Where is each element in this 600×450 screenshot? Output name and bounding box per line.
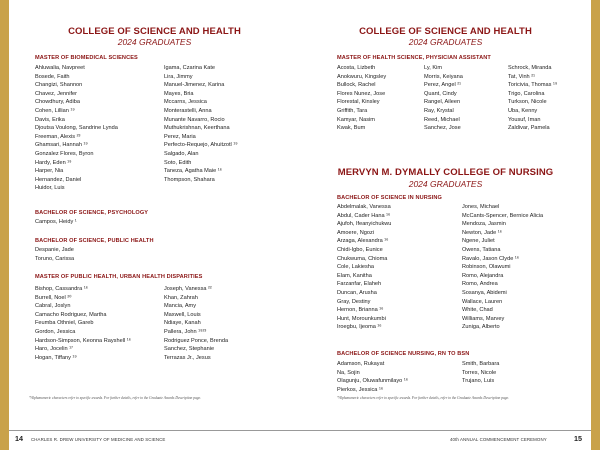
graduate-name: Elam, Kanitha bbox=[337, 272, 372, 279]
rn-bsn-col-1 bbox=[337, 360, 408, 394]
graduate-name: Joseph, Vanessa ²² bbox=[164, 286, 212, 292]
graduate-name: Ravalo, Jason Clyde ¹⁶ bbox=[462, 255, 520, 262]
graduate-name: Wallace, Lauren bbox=[462, 298, 503, 305]
bsn-col-1 bbox=[337, 203, 391, 332]
graduate-name: Acosta, Lizbeth bbox=[337, 65, 376, 71]
graduate-name: Pierkos, Jessica ¹⁶ bbox=[337, 386, 384, 393]
graduate-name: Romo, Alejandra bbox=[462, 272, 504, 279]
graduate-name: Monterastelli, Anna bbox=[164, 107, 212, 114]
graduate-name: Gray, Destiny bbox=[337, 298, 371, 305]
graduate-name: Anokwuru, Kingsley bbox=[337, 73, 387, 80]
biomedical-col-2 bbox=[164, 64, 238, 184]
graduate-name: Kwak, Bum bbox=[337, 125, 366, 132]
graduate-name: Perez, Maria bbox=[164, 133, 196, 140]
graduate-name: Torres, Nicole bbox=[462, 369, 497, 376]
graduate-name: Robinson, Olawumi bbox=[462, 264, 511, 271]
graduate-name: Toricivia, Thomas ¹⁹ bbox=[508, 82, 558, 89]
section-title-psychology: BACHELOR OF SCIENCE, PSYCHOLOGY bbox=[35, 210, 149, 216]
graduate-name: Despanie, Jade bbox=[35, 247, 74, 253]
left-page bbox=[9, 0, 300, 450]
graduate-name: Campos, Heidy ¹ bbox=[35, 219, 77, 225]
graduate-name: Ngene, Juliet bbox=[462, 238, 495, 245]
section-title-physician-assistant: MASTER OF HEALTH SCIENCE, PHYSICIAN ASSISTANT bbox=[337, 55, 491, 61]
graduate-name: Chavez, Jennifer bbox=[35, 90, 77, 97]
graduate-name: Sanchez, Stephanie bbox=[164, 346, 215, 353]
graduate-name: Griffith, Tara bbox=[337, 107, 368, 114]
graduate-name: Perez, Angel ²¹ bbox=[424, 82, 461, 89]
graduate-name: Khan, Zahrah bbox=[164, 294, 198, 301]
graduate-name: Huidor, Luis bbox=[35, 185, 65, 192]
footer-label: CHARLES R. DREW UNIVERSITY OF MEDICINE AND SCIENCE bbox=[31, 437, 166, 442]
psychology-col-1 bbox=[35, 218, 77, 227]
graduate-name: Rodriguez Ponce, Brenda bbox=[164, 337, 229, 344]
graduate-name: Sosanya, Abidemi bbox=[462, 289, 507, 296]
graduates-subtitle: 2024 GRADUATES bbox=[117, 37, 192, 47]
pa-col-2 bbox=[424, 64, 463, 133]
graduate-name: Perfecto-Requejo, Ahuitzotl ¹⁹ bbox=[164, 142, 238, 149]
graduates-subtitle-nursing: 2024 GRADUATES bbox=[408, 179, 483, 189]
graduate-name: Cohen, Lillian ¹⁹ bbox=[35, 107, 75, 114]
graduate-name: Morris, Keiyana bbox=[424, 73, 463, 80]
graduate-name: Changizi, Shannon bbox=[35, 82, 83, 89]
graduate-name: Bishop, Cassandra ¹⁶ bbox=[35, 286, 88, 292]
graduate-name: Hardy, Eden ¹⁹ bbox=[35, 159, 72, 166]
graduate-name: Terrazas Jr., Jesus bbox=[164, 354, 211, 361]
section-title-public-health: BACHELOR OF SCIENCE, PUBLIC HEALTH bbox=[35, 238, 154, 244]
graduate-name: Mccarns, Jessica bbox=[164, 99, 207, 106]
graduate-name: Burrell, Noel ²⁰ bbox=[35, 294, 72, 301]
graduate-name: Uba, Kenny bbox=[508, 107, 538, 114]
footnote: *Alphanumeric characters refer to specific awards. For further details, refer to the Graduate Awards Description page. bbox=[337, 396, 510, 400]
graduate-name: Feumba Othniel, Gareb bbox=[35, 320, 94, 327]
pa-col-3 bbox=[508, 64, 557, 133]
graduate-name: Romo, Andrea bbox=[462, 281, 498, 288]
section-title-mph: MASTER OF PUBLIC HEALTH, URBAN HEALTH DISPARITIES bbox=[35, 274, 203, 280]
graduate-name: Maxwell, Louis bbox=[164, 311, 201, 318]
graduate-name: Tat, Vinh ²¹ bbox=[508, 73, 535, 80]
section-title-biomedical: MASTER OF BIOMEDICAL SCIENCES bbox=[35, 55, 138, 61]
section-title-bsn: BACHELOR OF SCIENCE IN NURSING bbox=[337, 195, 442, 201]
section-title-rn-bsn: BACHELOR OF SCIENCE NURSING, RN TO BSN bbox=[337, 351, 470, 357]
graduate-name: Ajufoh, Ifeanyichukwu bbox=[337, 221, 392, 228]
graduate-name: Bosede, Faith bbox=[35, 73, 70, 80]
school-title: COLLEGE OF SCIENCE AND HEALTH bbox=[68, 26, 241, 37]
graduate-name: Cabral, Joslyn bbox=[35, 303, 71, 310]
graduate-name: Mayes, Bria bbox=[164, 90, 194, 97]
graduate-name: Schrock, Miranda bbox=[508, 65, 552, 71]
graduate-name: Olagunju, Oluwafunmilayo ¹⁶ bbox=[337, 378, 409, 385]
footer-label: 40th ANNUAL COMMENCEMENT CEREMONY bbox=[450, 437, 547, 442]
graduate-name: Soto, Edith bbox=[164, 159, 192, 166]
mph-col-1 bbox=[35, 285, 131, 362]
graduate-name: Mendoza, Jasmin bbox=[462, 221, 506, 228]
graduate-name: Yousuf, Iman bbox=[508, 116, 541, 123]
graduate-name: Hernon, Brianna ¹⁶ bbox=[337, 307, 384, 314]
graduate-name: Ndiaye, Kanah bbox=[164, 320, 201, 327]
graduate-name: Owens, Tatiana bbox=[462, 246, 501, 253]
graduate-name: Ray, Krystal bbox=[424, 107, 454, 114]
graduate-name: Adamson, Rukayat bbox=[337, 361, 385, 367]
graduate-name: White, Chad bbox=[462, 307, 493, 314]
graduate-name: Chukwuma, Chioma bbox=[337, 255, 388, 262]
graduate-name: Freeman, Alexis ²³ bbox=[35, 133, 81, 140]
graduate-name: Na, Sojin bbox=[337, 369, 360, 376]
graduate-name: Camacho Rodriguez, Martha bbox=[35, 311, 107, 318]
footer-rule bbox=[9, 430, 300, 431]
graduate-name: Chowdhury, Adiba bbox=[35, 99, 80, 106]
graduate-name: Haro, Jocelin ¹⁷ bbox=[35, 346, 74, 353]
graduate-name: Abdelmalak, Vanessa bbox=[337, 204, 391, 210]
rn-bsn-col-2 bbox=[462, 360, 499, 386]
page-number: 14 bbox=[15, 434, 23, 443]
graduate-name: Djoutsa Voulong, Sandrine Lynda bbox=[35, 125, 118, 132]
graduate-name: Newton, Jade ¹⁶ bbox=[462, 229, 502, 236]
graduate-name: Chidi-Igbo, Eunice bbox=[337, 246, 383, 253]
graduate-name: Harper, Nia bbox=[35, 168, 64, 175]
footer-rule bbox=[300, 430, 591, 431]
graduate-name: Lira, Jimmy bbox=[164, 73, 193, 80]
bsn-col-2 bbox=[462, 203, 543, 332]
right-page bbox=[300, 0, 591, 450]
right-gold-border bbox=[591, 0, 600, 450]
graduate-name: Bullock, Rachel bbox=[337, 82, 376, 89]
left-gold-border bbox=[0, 0, 9, 450]
graduate-name: Abdul, Cader Hana ¹⁶ bbox=[337, 212, 391, 219]
graduate-name: Duncan, Arusha bbox=[337, 289, 377, 296]
public-health-col-1 bbox=[35, 246, 74, 263]
graduate-name: Arzaga, Alexandra ¹⁶ bbox=[337, 238, 389, 245]
biomedical-col-1 bbox=[35, 64, 118, 193]
graduate-name: Iroegbu, Ijeoma ¹⁶ bbox=[337, 324, 382, 331]
graduate-name: Trigo, Carolina bbox=[508, 90, 545, 97]
graduate-name: Gordon, Jessica bbox=[35, 328, 76, 335]
graduate-name: Zaldivar, Pamela bbox=[508, 125, 550, 132]
pa-col-1 bbox=[337, 64, 386, 133]
graduate-name: Taneza, Agatha Maie ¹⁶ bbox=[164, 168, 222, 175]
graduate-name: Gonzalez Flores, Byron bbox=[35, 150, 94, 157]
graduates-subtitle: 2024 GRADUATES bbox=[408, 37, 483, 47]
graduate-name: Ahluwalia, Navpreet bbox=[35, 65, 85, 71]
graduate-name: Zuniga, Alberto bbox=[462, 324, 500, 331]
graduate-name: Toruno, Carissa bbox=[35, 255, 75, 262]
graduate-name: Trujano, Luis bbox=[462, 378, 495, 385]
graduate-name: Manuel-Jimenez, Karina bbox=[164, 82, 225, 89]
graduate-name: Reed, Michael bbox=[424, 116, 460, 123]
graduate-name: Rangel, Aileen bbox=[424, 99, 461, 106]
graduate-name: Ghamsari, Hannah ¹⁹ bbox=[35, 142, 88, 149]
graduate-name: Flores Nunez, Jose bbox=[337, 90, 386, 97]
graduate-name: Cole, Lakiesha bbox=[337, 264, 375, 271]
graduate-name: Quant, Cindy bbox=[424, 90, 457, 97]
graduate-name: Farzanfar, Elaheh bbox=[337, 281, 382, 288]
graduate-name: Smith, Barbara bbox=[462, 361, 500, 367]
graduate-name: Muthukrishnan, Keerthana bbox=[164, 125, 230, 132]
graduate-name: Amoere, Ngozi bbox=[337, 229, 374, 236]
graduate-name: Pallera, John ¹⁹²³ bbox=[164, 328, 207, 335]
graduate-name: Davis, Erika bbox=[35, 116, 65, 123]
graduate-name: Igama, Czarina Kate bbox=[164, 65, 215, 71]
graduate-name: Turkson, Nicole bbox=[508, 99, 547, 106]
graduate-name: Hunt, Morounkumbi bbox=[337, 315, 386, 322]
graduate-name: Kamyar, Nasim bbox=[337, 116, 375, 123]
mph-col-2 bbox=[164, 285, 228, 362]
graduate-name: Mancia, Amy bbox=[164, 303, 197, 310]
graduate-name: Jones, Michael bbox=[462, 204, 500, 210]
graduate-name: Salgado, Alan bbox=[164, 150, 199, 157]
graduate-name: Sanchez, Jose bbox=[424, 125, 461, 132]
school-title: COLLEGE OF SCIENCE AND HEALTH bbox=[359, 26, 532, 37]
graduate-name: Florestal, Kinsley bbox=[337, 99, 380, 106]
graduate-name: Munante Navarro, Rocio bbox=[164, 116, 225, 123]
page-number: 15 bbox=[574, 434, 582, 443]
graduate-name: Hernandez, Daniel bbox=[35, 176, 82, 183]
school-title-nursing: MERVYN M. DYMALLY COLLEGE OF NURSING bbox=[337, 167, 554, 178]
graduate-name: Williams, Marvey bbox=[462, 315, 505, 322]
graduate-name: Ly, Kim bbox=[424, 65, 443, 71]
graduate-name: McCants-Spencer, Bernice Alicia bbox=[462, 212, 544, 219]
graduate-name: Hogan, Tiffany ¹⁹ bbox=[35, 354, 77, 361]
graduate-name: Hardson-Simpson, Keonna Rayshell ¹⁶ bbox=[35, 337, 131, 344]
footnote: *Alphanumeric characters refer to specific awards. For further details, refer to the Graduate Awards Description page. bbox=[29, 396, 202, 400]
graduate-name: Thompson, Shahara bbox=[164, 176, 215, 183]
